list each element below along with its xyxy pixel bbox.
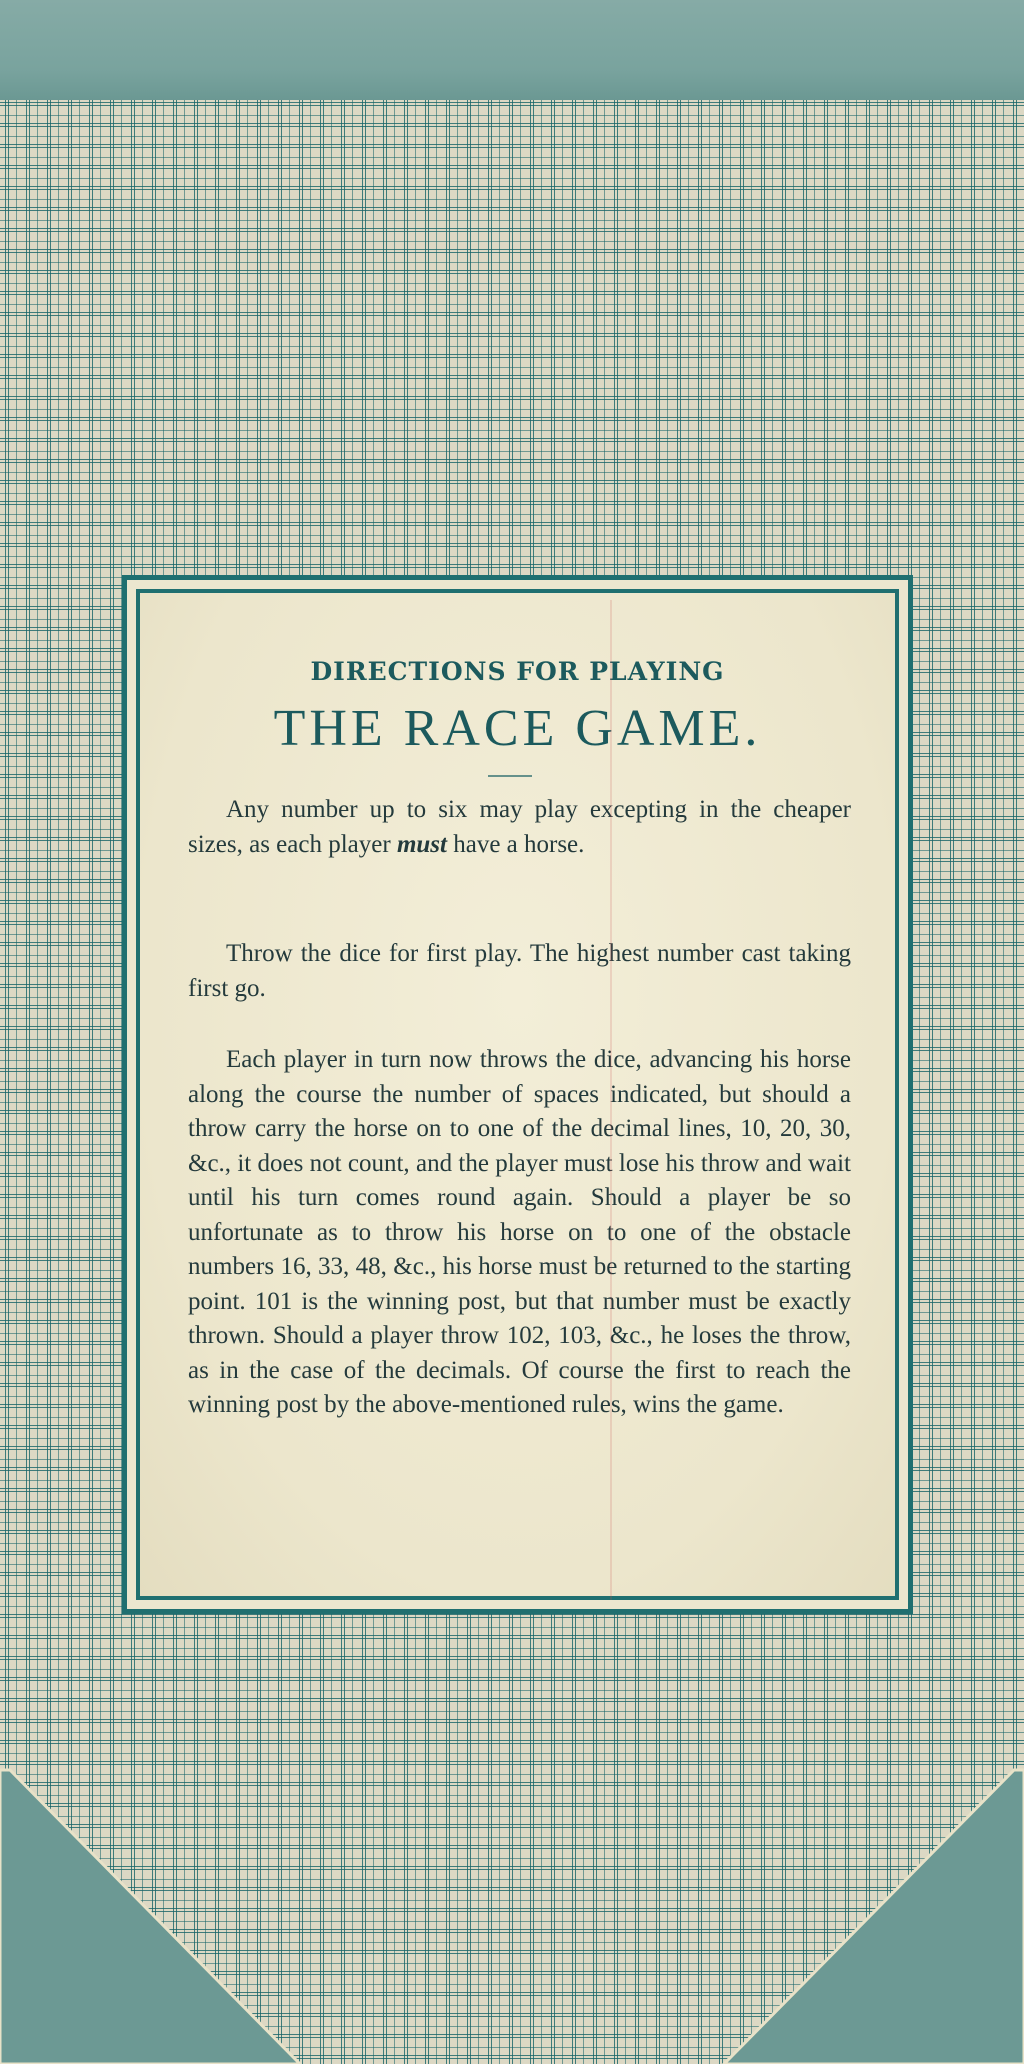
paragraph-1-end: have a horse. (453, 830, 585, 858)
rule-paragraph-turns: Each player in turn now throws the dice, advancing his horse along the course the number of spaces indicated, but should a throw carry the horse on to one of the decimal lines, 10, 20, 30, &c., it does not count, and the player must lose his throw and wait until his turn comes round again. Should a player be so unfortunate as to throw his horse on to one of the obstacle numbers 16, 33, 48, &c., his horse must be returned to the starting point. 101 is the winning post, but that number must be exactly thrown. Should a player throw 102, 103, &c., he loses the throw, as in the case of the decimals. Of course the first to reach the winning post by the above-mentioned rules, wins the game. (188, 1046, 851, 1418)
rule-paragraph-first-play: Throw the dice for first play. The highest number cast taking first go. (188, 940, 851, 1002)
card-title: THE RACE GAME. (273, 700, 762, 757)
title-divider (488, 775, 532, 777)
directions-card (122, 575, 913, 1614)
paragraph-1-text: Any number up to six may play excepting in the cheaper sizes, as each player (188, 796, 851, 858)
emphasis-must: must (396, 830, 447, 858)
rule-paragraph-players (188, 793, 851, 862)
card-heading: DIRECTIONS FOR PLAYING (310, 657, 725, 686)
directions-card-inner (136, 589, 899, 1600)
top-fold-band (0, 0, 1024, 102)
